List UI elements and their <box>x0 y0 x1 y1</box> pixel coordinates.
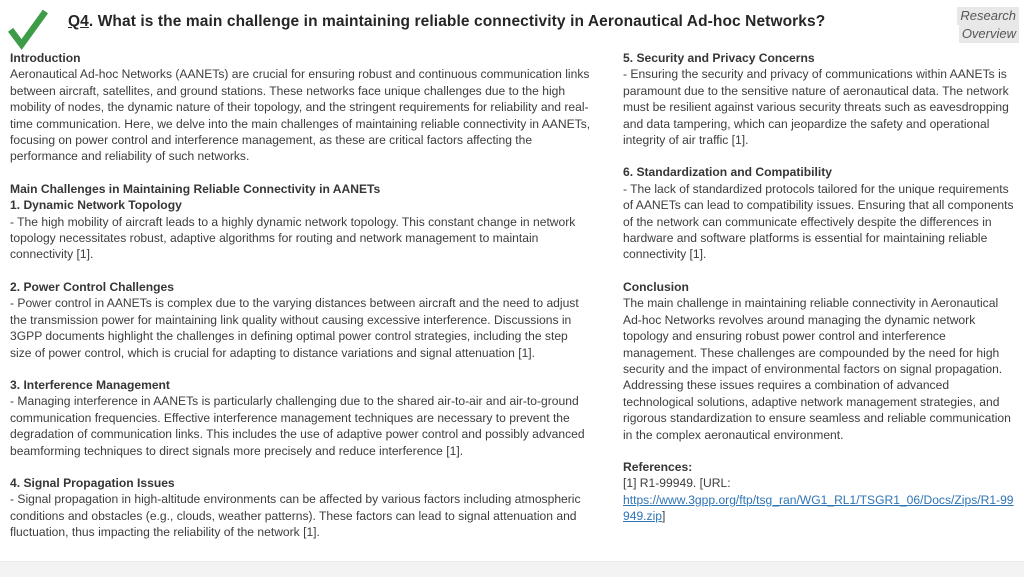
badge-line-2: Overview <box>959 25 1019 43</box>
section-heading: 1. Dynamic Network Topology <box>10 198 182 213</box>
section-body: - The high mobility of aircraft leads to a highly dynamic network topology. This constant change in network topology necessitates robust, adaptive algorithms for routing and network management to maintain connectivity [1]. <box>10 214 576 262</box>
research-overview-badge <box>957 7 1019 43</box>
question-text: . What is the main challenge in maintaining reliable connectivity in Aeronautical Ad-hoc Networks? <box>88 13 826 30</box>
section-heading: 6. Standardization and Compatibility <box>623 165 832 180</box>
section-heading: 5. Security and Privacy Concerns <box>623 51 815 65</box>
page-bottom-edge <box>0 561 1024 577</box>
section-body: Aeronautical Ad-hoc Networks (AANETs) are crucial for ensuring robust and continuous communication links between aircraft, satellites, and ground stations. These networks face unique challenges due to the high mobility of nodes, the dynamic nature of their topology, and the stringent requirements for reliability and real-time communication. Here, we delve into the main challenges of maintaining reliable connectivity in AANETs, focusing on power control and interference management, as these are critical factors affecting the performance and reliability of such networks. <box>10 67 591 164</box>
section-heading: Conclusion <box>623 279 689 294</box>
badge-line-1: Research <box>957 7 1019 25</box>
reference-entry <box>623 475 1014 524</box>
section-introduction <box>10 50 592 165</box>
section-body: - Managing interference in AANETs is particularly challenging due to the shared air-to-air and air-to-ground communication frequencies. Effective interference management techniques are necessary to prevent the degradation of communication links. This includes the use of adaptive power control and possibly advanced beamforming techniques to direct signals more precisely and reduce interference [1]. <box>10 394 585 458</box>
section-dynamic-network-topology <box>10 181 592 263</box>
section-heading: 2. Power Control Challenges <box>10 279 174 294</box>
section-signal-propagation-issues <box>10 475 592 541</box>
section-conclusion <box>623 279 1014 443</box>
section-interference-management <box>10 377 592 459</box>
section-heading: 4. Signal Propagation Issues <box>10 475 175 490</box>
section-body: - Signal propagation in high-altitude environments can be affected by various factors including atmospheric conditions and obstacles (e.g., clouds, weather patterns). These factors can lead to signal attenuation and fluctuation, thus impacting the reliability of the network [1]. <box>10 492 581 540</box>
main-challenges-heading: Main Challenges in Maintaining Reliable Connectivity in AANETs <box>10 181 381 196</box>
reference-prefix: [1] R1-99949. [URL: <box>623 476 731 491</box>
section-body: - Ensuring the security and privacy of communications within AANETs is paramount due to the sensitive nature of aeronautical data. The network must be resilient against various security threats such as eavesdropping and data tampering, which can jeopardize the safety and operational integrity of air traffic [1]. <box>623 67 1009 148</box>
section-power-control-challenges <box>10 279 592 361</box>
section-security-privacy-concerns <box>623 50 1014 148</box>
check-icon <box>6 5 50 51</box>
section-references <box>623 459 1014 525</box>
section-body: - The lack of standardized protocols tailored for the unique requirements of AANETs can lead to compatibility issues. Ensuring that all components of the network can communicate effectively despite the differences in hardware and software platforms is essential for maintaining reliable connectivity [1]. <box>623 181 1014 262</box>
reference-url-link[interactable]: https://www.3gpp.org/ftp/tsg_ran/WG1_RL1/TSGR1_06/Docs/Zips/R1-99949.zip <box>623 492 1014 524</box>
section-standardization-compatibility <box>623 164 1014 262</box>
left-column <box>10 50 592 557</box>
reference-suffix: ] <box>662 509 666 524</box>
section-heading: 3. Interference Management <box>10 377 170 392</box>
section-heading: Introduction <box>10 51 81 65</box>
section-body: - Power control in AANETs is complex due to the varying distances between aircraft and the need to adjust the transmission power for maintaining link quality without causing excessive interference. Discussions in 3GPP documents highlight the challenges in defining optimal power control strategies, including the step size of power control, which is crucial for adapting to distance variations and signal attenuation [1]. <box>10 296 579 360</box>
right-column <box>623 50 1014 541</box>
section-body: The main challenge in maintaining reliable connectivity in Aeronautical Ad-hoc Networks revolves around managing the dynamic network topology and ensuring robust power control and interference management. These challenges are compounded by the need for high security and the impact of environmental factors on signal propagation. Addressing these issues requires a combination of advanced technological solutions, adaptive network management strategies, and rigorous standardization to ensure seamless and reliable communication in the complex aeronautical environment. <box>623 296 1011 442</box>
question-number: Q4 <box>68 13 89 30</box>
green-checkmark-icon <box>6 5 50 51</box>
references-heading: References: <box>623 459 693 474</box>
page-title <box>68 13 944 31</box>
